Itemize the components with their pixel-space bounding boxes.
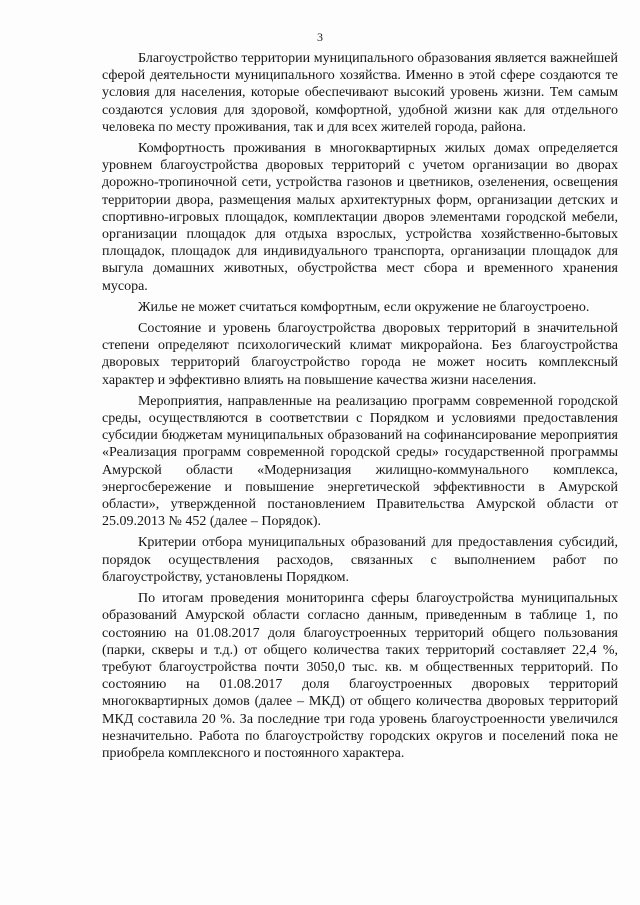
paragraph: Мероприятия, направленные на реализацию программ современной городской среды, осуществляются в соответствии с Порядком и условиями предоставления субсидии бюджетам муниципальных образований на софинансирование мероприятия «Реализация программ современной городской среды» государственной программы Амурской области «Модернизация жилищно-коммунального комплекса, энергосбережение и повышение энергетической эффективности в Амурской области», утвержденной постановлением Правительства Амурской области от 25.09.2013 № 452 (далее – Порядок). xyxy=(102,393,618,530)
document-body xyxy=(102,50,618,762)
paragraph: Критерии отбора муниципальных образований для предоставления субсидий, порядок осуществления расходов, связанных с выполнением работ по благоустройству, установлены Порядком. xyxy=(102,535,618,585)
paragraph: По итогам проведения мониторинга сферы благоустройства муниципальных образований Амурской области согласно данным, приведенным в таблице 1, по состоянию на 01.08.2017 доля благоустроенных территорий общего пользования (парки, скверы и т.д.) от общего количества таких территорий составляет 22,4 %, требуют благоустройства почти 3050,0 тыс. кв. м общественных территорий. По состоянию на 01.08.2017 доля благоустроенных дворовых территорий многоквартирных домов (далее – МКД) от общего количества дворовых территорий МКД составила 20 %. За последние три года уровень благоустроенности увеличился незначительно. Работа по благоустройству городских округов и поселений пока не приобрела комплексного и постоянного характера. xyxy=(102,591,618,761)
paragraph: Жилье не может считаться комфортным, если окружение не благоустроено. xyxy=(138,299,590,315)
paragraph: Благоустройство территории муниципального образования является важнейшей сферой деятельности муниципального хозяйства. Именно в этой сфере создаются те условия для населения, которые обеспечивают высокий уровень жизни. Тем самым создаются условия для здоровой, комфортной, удобной жизни как для отдельного человека по месту проживания, так и для всех жителей города, района. xyxy=(102,51,618,135)
paragraph: Состояние и уровень благоустройства дворовых территорий в значительной степени определяют психологический климат микрорайона. Без благоустройства дворовых территорий благоустройство города не может носить комплексный характер и эффективно влиять на повышение качества жизни населения. xyxy=(102,321,618,388)
page-number: 3 xyxy=(317,30,323,44)
paragraph: Комфортность проживания в многоквартирных жилых домах определяется уровнем благоустройства дворовых территорий с учетом организации во дворах дорожно-тропиночной сети, устройства газонов и цветников, озеленения, освещения территории двора, размещения малых архитектурных форм, организации детских и спортивно-игровых площадок, комплектации дворов элементами городской мебели, организации площадок для отдыха взрослых, устройства хозяйственно-бытовых площадок, площадок для индивидуального транспорта, организации площадок для выгула домашних животных, обустройства мест сбора и временного хранения мусора. xyxy=(102,141,618,294)
